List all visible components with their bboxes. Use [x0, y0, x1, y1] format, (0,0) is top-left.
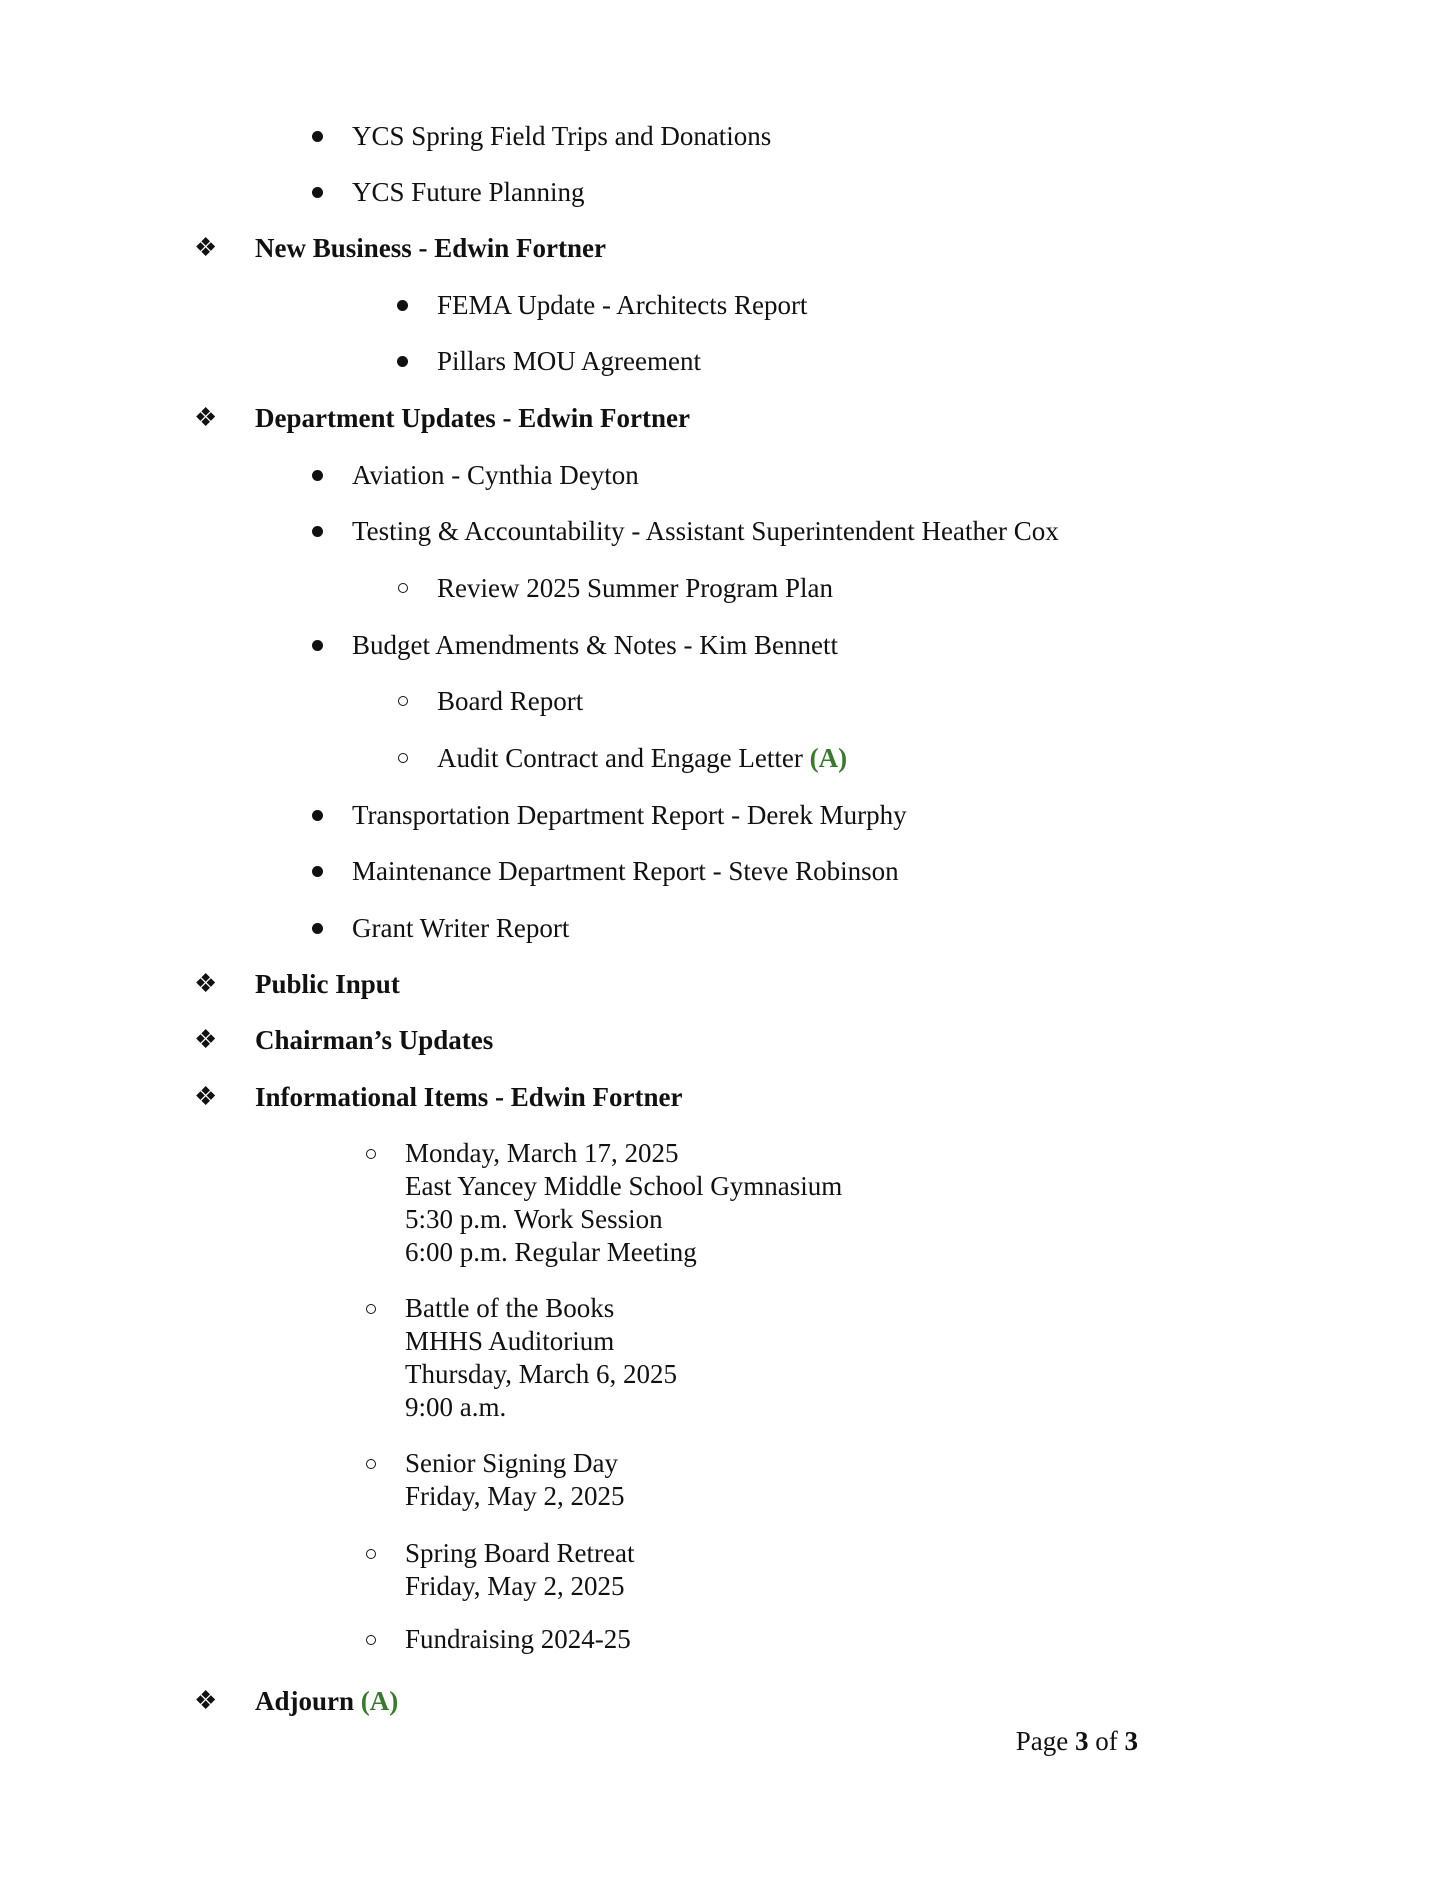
info-line: Monday, March 17, 2025 [405, 1138, 679, 1168]
bullet-icon [312, 470, 323, 481]
bullet-icon [312, 866, 323, 877]
list-item-maintenance: Maintenance Department Report - Steve Robinson [352, 856, 899, 886]
list-item-aviation: Aviation - Cynthia Deyton [352, 460, 639, 490]
list-item-testing: Testing & Accountability - Assistant Superintendent Heather Cox [352, 516, 1059, 546]
bullet-icon [312, 526, 323, 537]
section-public-input: Public Input [255, 969, 400, 999]
info-line: Battle of the Books [405, 1293, 615, 1323]
diamond-bullet-icon: ❖ [194, 403, 218, 432]
circle-bullet-icon [398, 696, 408, 706]
diamond-bullet-icon: ❖ [194, 1025, 218, 1054]
list-item-board-report: Board Report [437, 686, 584, 716]
circle-bullet-icon [366, 1304, 376, 1314]
section-chairman-updates: Chairman’s Updates [255, 1025, 494, 1055]
list-item-grant: Grant Writer Report [352, 913, 570, 943]
diamond-bullet-icon: ❖ [194, 969, 218, 998]
page-current: 3 [1075, 1726, 1089, 1756]
bullet-icon [397, 356, 408, 367]
list-item-ycs-field-trips: YCS Spring Field Trips and Donations [352, 121, 772, 151]
page-number [1016, 1725, 1138, 1757]
info-item-board-retreat [405, 1537, 634, 1603]
info-item-battle-of-books [405, 1292, 677, 1424]
info-line: East Yancey Middle School Gymnasium [405, 1171, 843, 1201]
section-informational-items: Informational Items - Edwin Fortner [255, 1082, 683, 1112]
circle-bullet-icon [366, 1149, 376, 1159]
page-prefix: Page [1015, 1726, 1069, 1756]
bullet-icon [312, 810, 323, 821]
info-line: Friday, May 2, 2025 [405, 1571, 625, 1601]
list-item-audit [437, 742, 847, 774]
list-item-ycs-future: YCS Future Planning [352, 177, 585, 207]
page-of: of [1095, 1726, 1118, 1756]
info-line: Thursday, March 6, 2025 [405, 1359, 677, 1389]
circle-bullet-icon [366, 1635, 376, 1645]
info-item-fundraising [405, 1623, 631, 1656]
action-badge: (A) [809, 743, 848, 773]
diamond-bullet-icon: ❖ [194, 233, 218, 262]
info-line: 5:30 p.m. Work Session [405, 1204, 663, 1234]
bullet-icon [312, 187, 323, 198]
adjourn-label: Adjourn [255, 1686, 355, 1716]
list-item-pillars: Pillars MOU Agreement [437, 346, 701, 376]
diamond-bullet-icon: ❖ [194, 1082, 218, 1111]
diamond-bullet-icon: ❖ [194, 1686, 218, 1715]
list-item-review-summer: Review 2025 Summer Program Plan [437, 573, 833, 603]
bullet-icon [397, 300, 408, 311]
section-department-updates: Department Updates - Edwin Fortner [255, 403, 690, 433]
bullet-icon [312, 131, 323, 142]
page-total: 3 [1124, 1726, 1138, 1756]
bullet-icon [312, 640, 323, 651]
circle-bullet-icon [366, 1549, 376, 1559]
action-badge: (A) [360, 1686, 399, 1716]
list-item-transportation: Transportation Department Report - Derek Murphy [352, 800, 907, 830]
audit-label: Audit Contract and Engage Letter [437, 743, 803, 773]
circle-bullet-icon [398, 753, 408, 763]
circle-bullet-icon [366, 1459, 376, 1469]
list-item-fema: FEMA Update - Architects Report [437, 290, 808, 320]
section-new-business: New Business - Edwin Fortner [255, 233, 607, 263]
info-line: Senior Signing Day [405, 1448, 618, 1478]
info-line: 9:00 a.m. [405, 1392, 507, 1422]
info-item-meeting [405, 1137, 842, 1269]
circle-bullet-icon [398, 583, 408, 593]
info-line: Fundraising 2024-25 [405, 1624, 631, 1654]
info-line: 6:00 p.m. Regular Meeting [405, 1237, 697, 1267]
list-item-budget: Budget Amendments & Notes - Kim Bennett [352, 630, 838, 660]
section-adjourn [255, 1685, 398, 1717]
info-item-signing-day [405, 1447, 624, 1513]
info-line: Spring Board Retreat [405, 1538, 635, 1568]
info-line: MHHS Auditorium [405, 1326, 615, 1356]
info-line: Friday, May 2, 2025 [405, 1481, 625, 1511]
bullet-icon [312, 923, 323, 934]
